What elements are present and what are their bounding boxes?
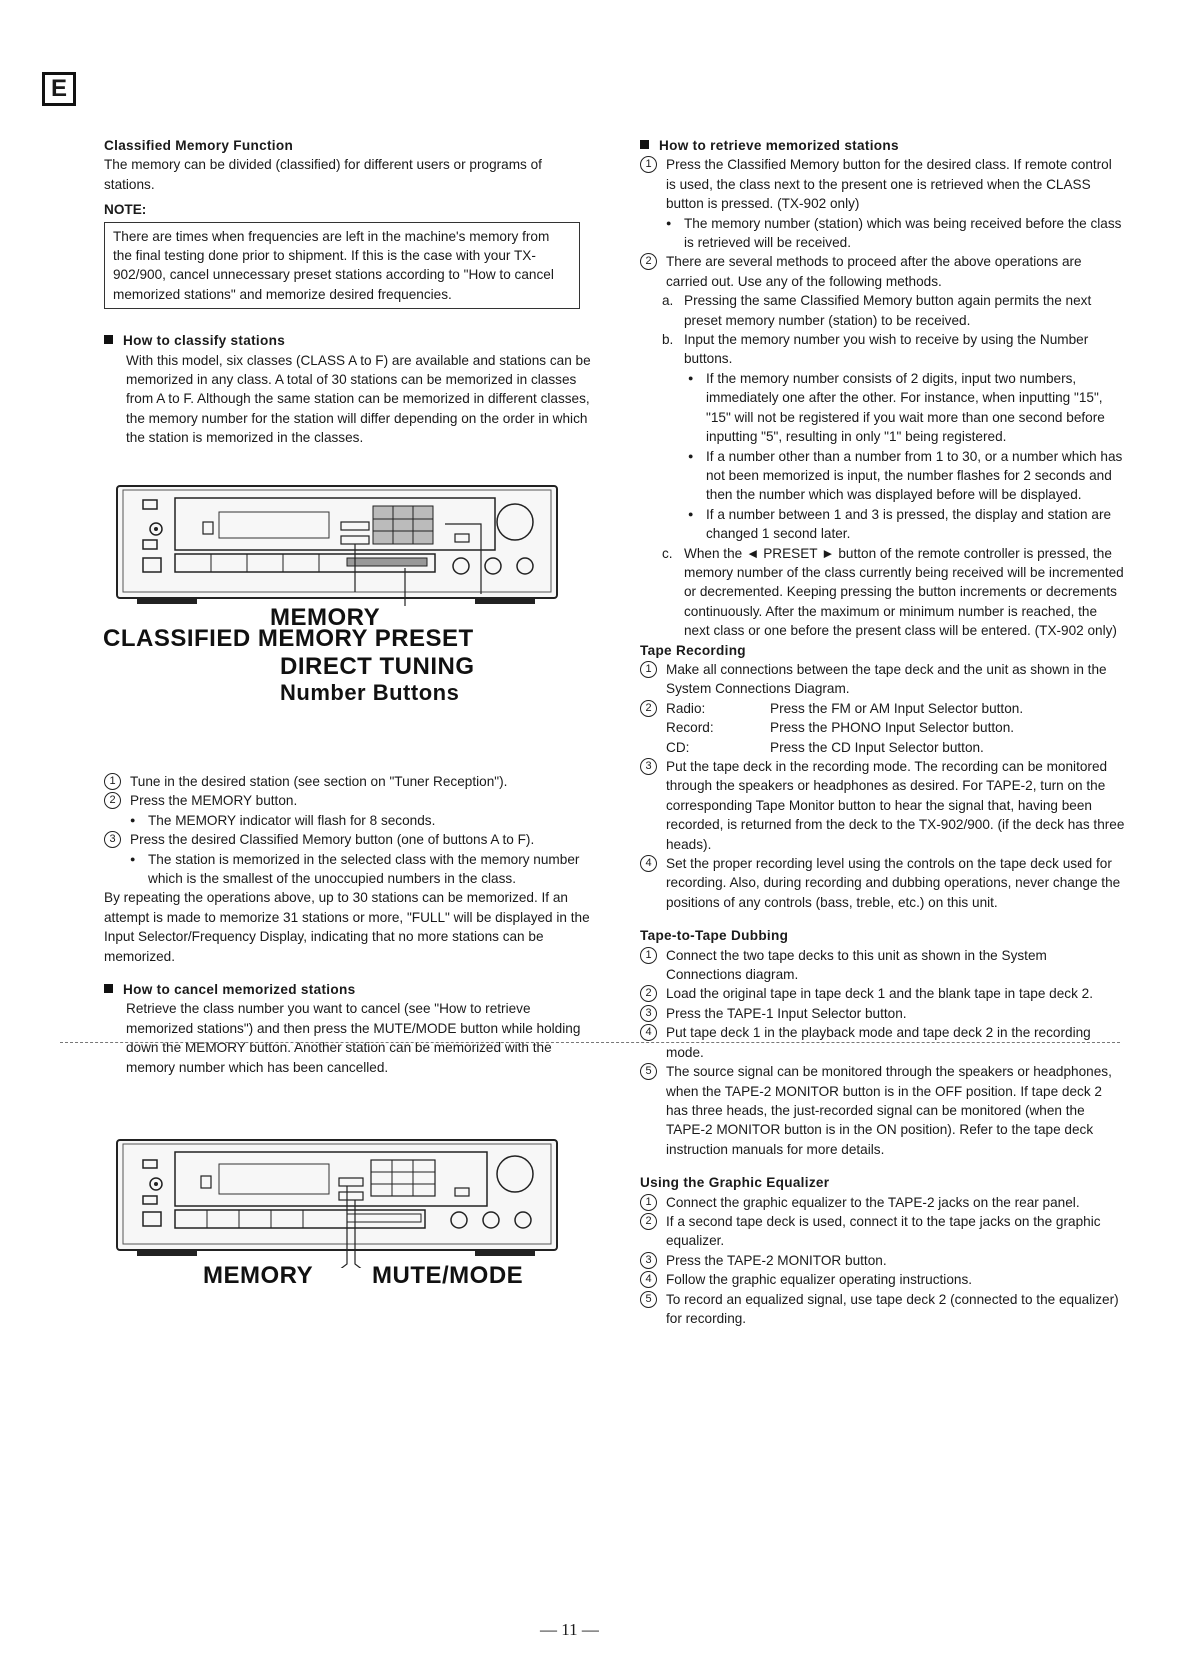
list-item: 2 Load the original tape in tape deck 1 and the blank tape in tape deck 2.	[640, 984, 1125, 1003]
classified-body: The memory can be divided (classified) for different users or programs of stations.	[104, 157, 542, 192]
section-divider	[60, 1042, 1120, 1043]
square-bullet-icon	[640, 140, 649, 149]
note-box	[104, 222, 580, 310]
list-item: 1 Tune in the desired station (see section on "Tuner Reception").	[104, 772, 594, 791]
language-badge: E	[42, 72, 76, 106]
classify-body: With this model, six classes (CLASS A to F) are available and stations can be memorized in any class. A total of 30 stations can be memorized in classes from A to F. Although the same station can be memorized in different classes, the memory number for the station will differ depending on the order in which the station is memorized in the classes.	[126, 352, 591, 446]
left-steps	[104, 772, 594, 1077]
list-item: ● The memory number (station) which was being received before the class is retrieved will be received.	[662, 214, 1125, 253]
list-item: 1 Make all connections between the tape deck and the unit as shown in the System Connections Diagram.	[640, 660, 1125, 699]
list-item: 1 Connect the two tape decks to this unit as shown in the System Connections diagram.	[640, 946, 1125, 985]
label-direct-tuning: DIRECT TUNING	[280, 653, 475, 680]
receiver-figure-1	[115, 484, 565, 609]
list-item: ● If the memory number consists of 2 digits, input two numbers, immediately one after the other. For instance, when inputting "15", "15" will not be registered if you wait more than one second before inputting "5", resulting in only "1" being registered.	[684, 369, 1125, 447]
label-number-buttons: Number Buttons	[280, 680, 460, 705]
list-item: 4 Set the proper recording level using the controls on the tape deck used for recording. Also, during recording and dubbing operations, never change the positions of any controls (bass, treble, etc.) on this unit.	[640, 854, 1125, 912]
label-memory-2: MEMORY	[203, 1262, 314, 1289]
label-mute-mode: MUTE/MODE	[372, 1262, 524, 1289]
label-classified-memory-preset: CLASSIFIED MEMORY PRESET	[103, 625, 474, 652]
list-item: ● If a number between 1 and 3 is pressed, the display and station are changed 1 second later.	[684, 505, 1125, 544]
right-column	[640, 136, 1125, 1328]
list-item: a. Pressing the same Classified Memory button again permits the next preset memory number (station) to be received.	[662, 293, 1092, 328]
repeat-text: By repeating the operations above, up to 30 stations can be memorized. If an attempt is made to memorize 31 stations or more, "FULL" will be displayed in the Input Selector/Frequency Display, indicating that no more stations can be memorized.	[104, 890, 590, 964]
classified-title: Classified Memory Function	[104, 138, 294, 153]
list-item: 3 Press the TAPE-1 Input Selector button.	[640, 1004, 1125, 1023]
list-item: 2 Radio: Press the FM or AM Input Selector button. Record: Press the PHONO Input Selector button. CD: Press the CD Input Selector button.	[640, 699, 1125, 757]
square-bullet-icon	[104, 984, 113, 993]
list-item: ● The station is memorized in the selected class with the memory number which is the smallest of the unoccupied numbers in the class.	[126, 850, 594, 889]
list-item: 1 Press the Classified Memory button for the desired class. If remote control is used, the class next to the present one is retrieved when the CLASS button is pressed. (TX-902 only)	[640, 155, 1125, 213]
left-column	[104, 136, 594, 448]
list-item: 3 Put the tape deck in the recording mode. The recording can be monitored through the speakers or headphones as desired. For TAPE-2, turn on the corresponding Tape Monitor button to hear the signal that, having been recorded, is returned from the deck to the TX-902/900. (if the deck has three heads).	[640, 757, 1125, 854]
list-item: 5 To record an equalized signal, use tape deck 2 (connected to the equalizer) for recording.	[640, 1290, 1125, 1329]
list-item: ● The MEMORY indicator will flash for 8 seconds.	[126, 811, 594, 830]
list-item: 3 Press the desired Classified Memory button (one of buttons A to F).	[104, 830, 594, 849]
list-item: c. When the ◄ PRESET ► button of the remote controller is pressed, the memory number of the class currently being received will be incremented or decremented. Keeping pressing the button increments or decrements continuously. After the maximum or minimum number is reached, the next class or one before the present class will be entered. (TX-902 only)	[662, 545, 1124, 639]
retrieve-title: How to retrieve memorized stations	[640, 136, 1125, 155]
list-item: 4 Follow the graphic equalizer operating instructions.	[640, 1270, 1125, 1289]
list-item: 3 Press the TAPE-2 MONITOR button.	[640, 1251, 1125, 1270]
list-item: 2 There are several methods to proceed after the above operations are carried out. Use any of the following methods.	[640, 252, 1125, 291]
label-memory: MEMORY	[270, 604, 381, 631]
page-number: — 11 —	[540, 1620, 599, 1639]
list-item: 2 If a second tape deck is used, connect it to the tape jacks on the graphic equalizer.	[640, 1212, 1125, 1251]
square-bullet-icon	[104, 335, 113, 344]
tape-recording-title: Tape Recording	[640, 642, 746, 658]
list-item: 1 Connect the graphic equalizer to the TAPE-2 jacks on the rear panel.	[640, 1193, 1125, 1212]
list-item: 5 The source signal can be monitored through the speakers or headphones, when the TAPE-2 MONITOR button is in the OFF position. If tape deck 2 has three heads, the just-recorded signal can be monitored (when the TAPE-2 MONITOR button is in the ON position). Refer to the tape deck instruction manuals for more details.	[640, 1062, 1125, 1159]
dubbing-title: Tape-to-Tape Dubbing	[640, 928, 789, 944]
equalizer-title: Using the Graphic Equalizer	[640, 1175, 830, 1191]
classify-title: How to classify stations	[104, 331, 594, 350]
list-item: b. Input the memory number you wish to receive by using the Number buttons.	[662, 332, 1089, 367]
cancel-body: Retrieve the class number you want to cancel (see "How to retrieve memorized stations") and then press the MUTE/MODE button while holding down the MEMORY button. Another station can be memorized with the memory number which has been cancelled.	[126, 1001, 581, 1075]
cancel-title: How to cancel memorized stations	[104, 980, 594, 999]
receiver-figure-2	[115, 1138, 565, 1268]
note-label: NOTE:	[104, 202, 147, 218]
list-item: 2 Press the MEMORY button.	[104, 791, 594, 810]
list-item: ● If a number other than a number from 1 to 30, or a number which has not been memorized is input, the number flashes for 2 seconds and then the number which was displayed before will be displayed.	[684, 447, 1125, 505]
note-text: There are times when frequencies are left in the machine's memory from the final testing done prior to shipment. If this is the case with your TX-902/900, cancel unnecessary preset stations according to "How to cancel memorized stations" and memorize desired frequencies.	[113, 228, 554, 302]
list-item: 4 Put tape deck 1 in the playback mode and tape deck 2 in the recording mode.	[640, 1023, 1125, 1062]
